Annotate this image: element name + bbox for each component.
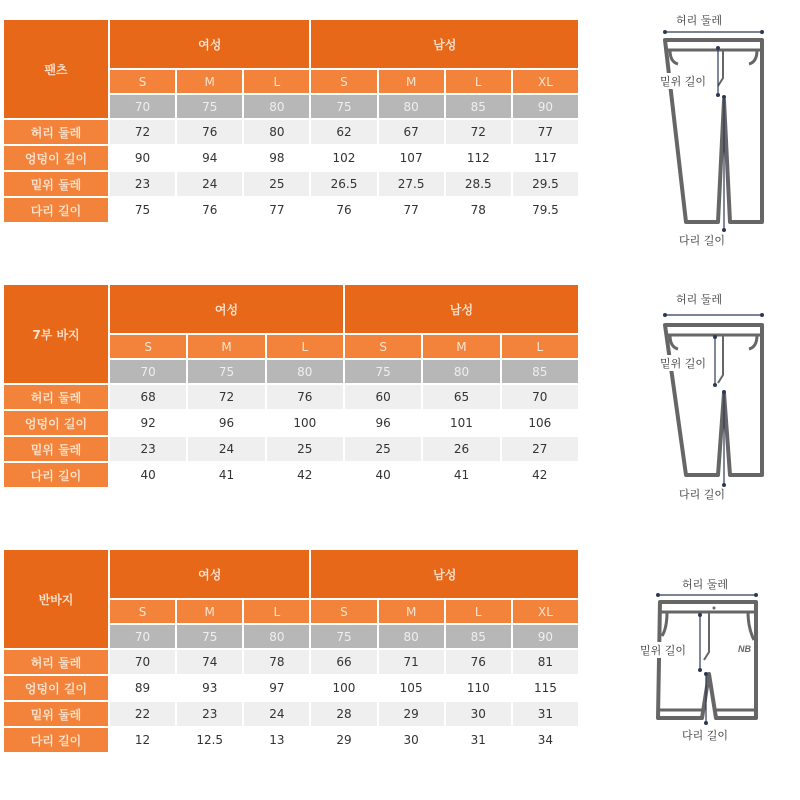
cell-value: 12.5 <box>177 728 242 752</box>
women-header: 여성 <box>110 285 343 333</box>
waist-size: 80 <box>267 360 343 383</box>
cell-value: 80 <box>244 120 309 144</box>
size-header: S <box>311 70 376 93</box>
cell-value: 110 <box>446 676 511 700</box>
cell-value: 40 <box>110 463 186 487</box>
waist-size: 75 <box>345 360 421 383</box>
cell-value: 67 <box>379 120 444 144</box>
size-header: M <box>177 70 242 93</box>
waist-size: 80 <box>244 95 309 118</box>
cell-value: 60 <box>345 385 421 409</box>
waist-size: 75 <box>311 625 376 648</box>
row-label: 밑위 둘레 <box>4 702 108 726</box>
waist-size: 90 <box>513 95 578 118</box>
table-row <box>4 437 578 461</box>
size-header: L <box>446 600 511 623</box>
cell-value: 26.5 <box>311 172 376 196</box>
women-header: 여성 <box>110 550 309 598</box>
cell-value: 27 <box>502 437 578 461</box>
category-label: 팬츠 <box>4 20 108 118</box>
leg-label: 다리 길이 <box>682 729 729 742</box>
cell-value: 112 <box>446 146 511 170</box>
table-row <box>4 172 578 196</box>
cell-value: 70 <box>110 650 175 674</box>
cell-value: 29 <box>311 728 376 752</box>
cell-value: 102 <box>311 146 376 170</box>
waist-size: 85 <box>446 625 511 648</box>
cell-value: 117 <box>513 146 578 170</box>
waist-size: 80 <box>244 625 309 648</box>
cell-value: 72 <box>188 385 264 409</box>
waist-size: 80 <box>423 360 499 383</box>
cell-value: 62 <box>311 120 376 144</box>
brand-logo: NB <box>738 644 751 654</box>
cell-value: 34 <box>513 728 578 752</box>
size-header: L <box>244 600 309 623</box>
waist-size: 75 <box>177 625 242 648</box>
cell-value: 78 <box>446 198 511 222</box>
cell-value: 12 <box>110 728 175 752</box>
cell-value: 96 <box>188 411 264 435</box>
cell-value: 74 <box>177 650 242 674</box>
waist-label: 허리 둘레 <box>676 14 723 27</box>
cell-value: 79.5 <box>513 198 578 222</box>
cell-value: 100 <box>311 676 376 700</box>
size-header: L <box>446 70 511 93</box>
size-header: S <box>110 70 175 93</box>
cell-value: 101 <box>423 411 499 435</box>
cell-value: 93 <box>177 676 242 700</box>
cell-value: 25 <box>345 437 421 461</box>
cell-value: 70 <box>502 385 578 409</box>
cell-value: 23 <box>110 172 175 196</box>
cell-value: 76 <box>446 650 511 674</box>
cell-value: 76 <box>267 385 343 409</box>
waist-size: 80 <box>379 95 444 118</box>
cell-value: 27.5 <box>379 172 444 196</box>
cell-value: 92 <box>110 411 186 435</box>
cropped-pants-icon <box>620 275 800 515</box>
cropped-pants-measurement-diagram <box>620 275 800 515</box>
waist-size: 75 <box>311 95 376 118</box>
category-label: 반바지 <box>4 550 108 648</box>
size-header: S <box>311 600 376 623</box>
cell-value: 41 <box>188 463 264 487</box>
pants-icon <box>620 0 800 260</box>
size-header: XL <box>513 600 578 623</box>
waist-size: 85 <box>446 95 511 118</box>
waist-size: 70 <box>110 95 175 118</box>
cell-value: 42 <box>267 463 343 487</box>
row-label: 허리 둘레 <box>4 385 108 409</box>
size-header: M <box>423 335 499 358</box>
cell-value: 66 <box>311 650 376 674</box>
size-header: S <box>345 335 421 358</box>
cell-value: 76 <box>177 120 242 144</box>
table-row <box>4 676 578 700</box>
cell-value: 26 <box>423 437 499 461</box>
cell-value: 107 <box>379 146 444 170</box>
cell-value: 81 <box>513 650 578 674</box>
cell-value: 29 <box>379 702 444 726</box>
cell-value: 77 <box>513 120 578 144</box>
cell-value: 22 <box>110 702 175 726</box>
row-label: 다리 길이 <box>4 198 108 222</box>
cell-value: 96 <box>345 411 421 435</box>
cell-value: 65 <box>423 385 499 409</box>
cell-value: 71 <box>379 650 444 674</box>
cell-value: 72 <box>110 120 175 144</box>
cell-value: 25 <box>244 172 309 196</box>
cell-value: 28 <box>311 702 376 726</box>
waist-size: 80 <box>379 625 444 648</box>
cell-value: 100 <box>267 411 343 435</box>
size-table-shorts <box>2 548 580 754</box>
size-table-cropped-pants <box>2 283 580 489</box>
cell-value: 106 <box>502 411 578 435</box>
cell-value: 115 <box>513 676 578 700</box>
cell-value: 24 <box>177 172 242 196</box>
cell-value: 72 <box>446 120 511 144</box>
waist-size: 90 <box>513 625 578 648</box>
cell-value: 76 <box>311 198 376 222</box>
table-row <box>4 463 578 487</box>
cell-value: 90 <box>110 146 175 170</box>
cell-value: 30 <box>446 702 511 726</box>
shorts-measurement-diagram <box>620 560 800 760</box>
table-row <box>4 120 578 144</box>
men-header: 남성 <box>311 20 578 68</box>
table-row <box>4 198 578 222</box>
waist-size: 85 <box>502 360 578 383</box>
cell-value: 98 <box>244 146 309 170</box>
cell-value: 40 <box>345 463 421 487</box>
size-header: L <box>502 335 578 358</box>
row-label: 밑위 둘레 <box>4 437 108 461</box>
cell-value: 78 <box>244 650 309 674</box>
row-label: 엉덩이 길이 <box>4 676 108 700</box>
row-label: 다리 길이 <box>4 728 108 752</box>
size-table-pants <box>2 18 580 224</box>
rise-label: 밑위 길이 <box>660 357 707 370</box>
cell-value: 31 <box>446 728 511 752</box>
table-row <box>4 702 578 726</box>
table-row <box>4 728 578 752</box>
row-label: 허리 둘레 <box>4 650 108 674</box>
waist-label: 허리 둘레 <box>676 293 723 306</box>
size-header: M <box>177 600 242 623</box>
leg-label: 다리 길이 <box>679 234 726 247</box>
rise-label: 밑위 길이 <box>640 644 687 657</box>
cell-value: 94 <box>177 146 242 170</box>
size-header: XL <box>513 70 578 93</box>
cell-value: 41 <box>423 463 499 487</box>
cell-value: 28.5 <box>446 172 511 196</box>
size-header: L <box>267 335 343 358</box>
waist-size: 75 <box>177 95 242 118</box>
waist-label: 허리 둘레 <box>682 578 729 591</box>
row-label: 다리 길이 <box>4 463 108 487</box>
cell-value: 75 <box>110 198 175 222</box>
table-row <box>4 385 578 409</box>
table-row <box>4 650 578 674</box>
women-header: 여성 <box>110 20 309 68</box>
cell-value: 23 <box>110 437 186 461</box>
size-header: M <box>379 70 444 93</box>
cell-value: 77 <box>379 198 444 222</box>
cell-value: 105 <box>379 676 444 700</box>
cell-value: 31 <box>513 702 578 726</box>
rise-label: 밑위 길이 <box>660 75 707 88</box>
cell-value: 89 <box>110 676 175 700</box>
size-header: M <box>379 600 444 623</box>
cell-value: 23 <box>177 702 242 726</box>
waist-size: 70 <box>110 360 186 383</box>
cell-value: 29.5 <box>513 172 578 196</box>
row-label: 엉덩이 길이 <box>4 146 108 170</box>
row-label: 밑위 둘레 <box>4 172 108 196</box>
size-header: M <box>188 335 264 358</box>
size-header: S <box>110 600 175 623</box>
cell-value: 25 <box>267 437 343 461</box>
row-label: 허리 둘레 <box>4 120 108 144</box>
cell-value: 30 <box>379 728 444 752</box>
row-label: 엉덩이 길이 <box>4 411 108 435</box>
waist-size: 70 <box>110 625 175 648</box>
size-header: L <box>244 70 309 93</box>
waist-size: 75 <box>188 360 264 383</box>
cell-value: 24 <box>188 437 264 461</box>
men-header: 남성 <box>345 285 578 333</box>
pants-measurement-diagram <box>620 0 800 260</box>
table-row <box>4 411 578 435</box>
category-label: 7부 바지 <box>4 285 108 383</box>
cell-value: 76 <box>177 198 242 222</box>
cell-value: 13 <box>244 728 309 752</box>
leg-label: 다리 길이 <box>679 488 726 501</box>
cell-value: 77 <box>244 198 309 222</box>
cell-value: 24 <box>244 702 309 726</box>
table-row <box>4 146 578 170</box>
size-header: S <box>110 335 186 358</box>
cell-value: 97 <box>244 676 309 700</box>
cell-value: 68 <box>110 385 186 409</box>
cell-value: 42 <box>502 463 578 487</box>
men-header: 남성 <box>311 550 578 598</box>
